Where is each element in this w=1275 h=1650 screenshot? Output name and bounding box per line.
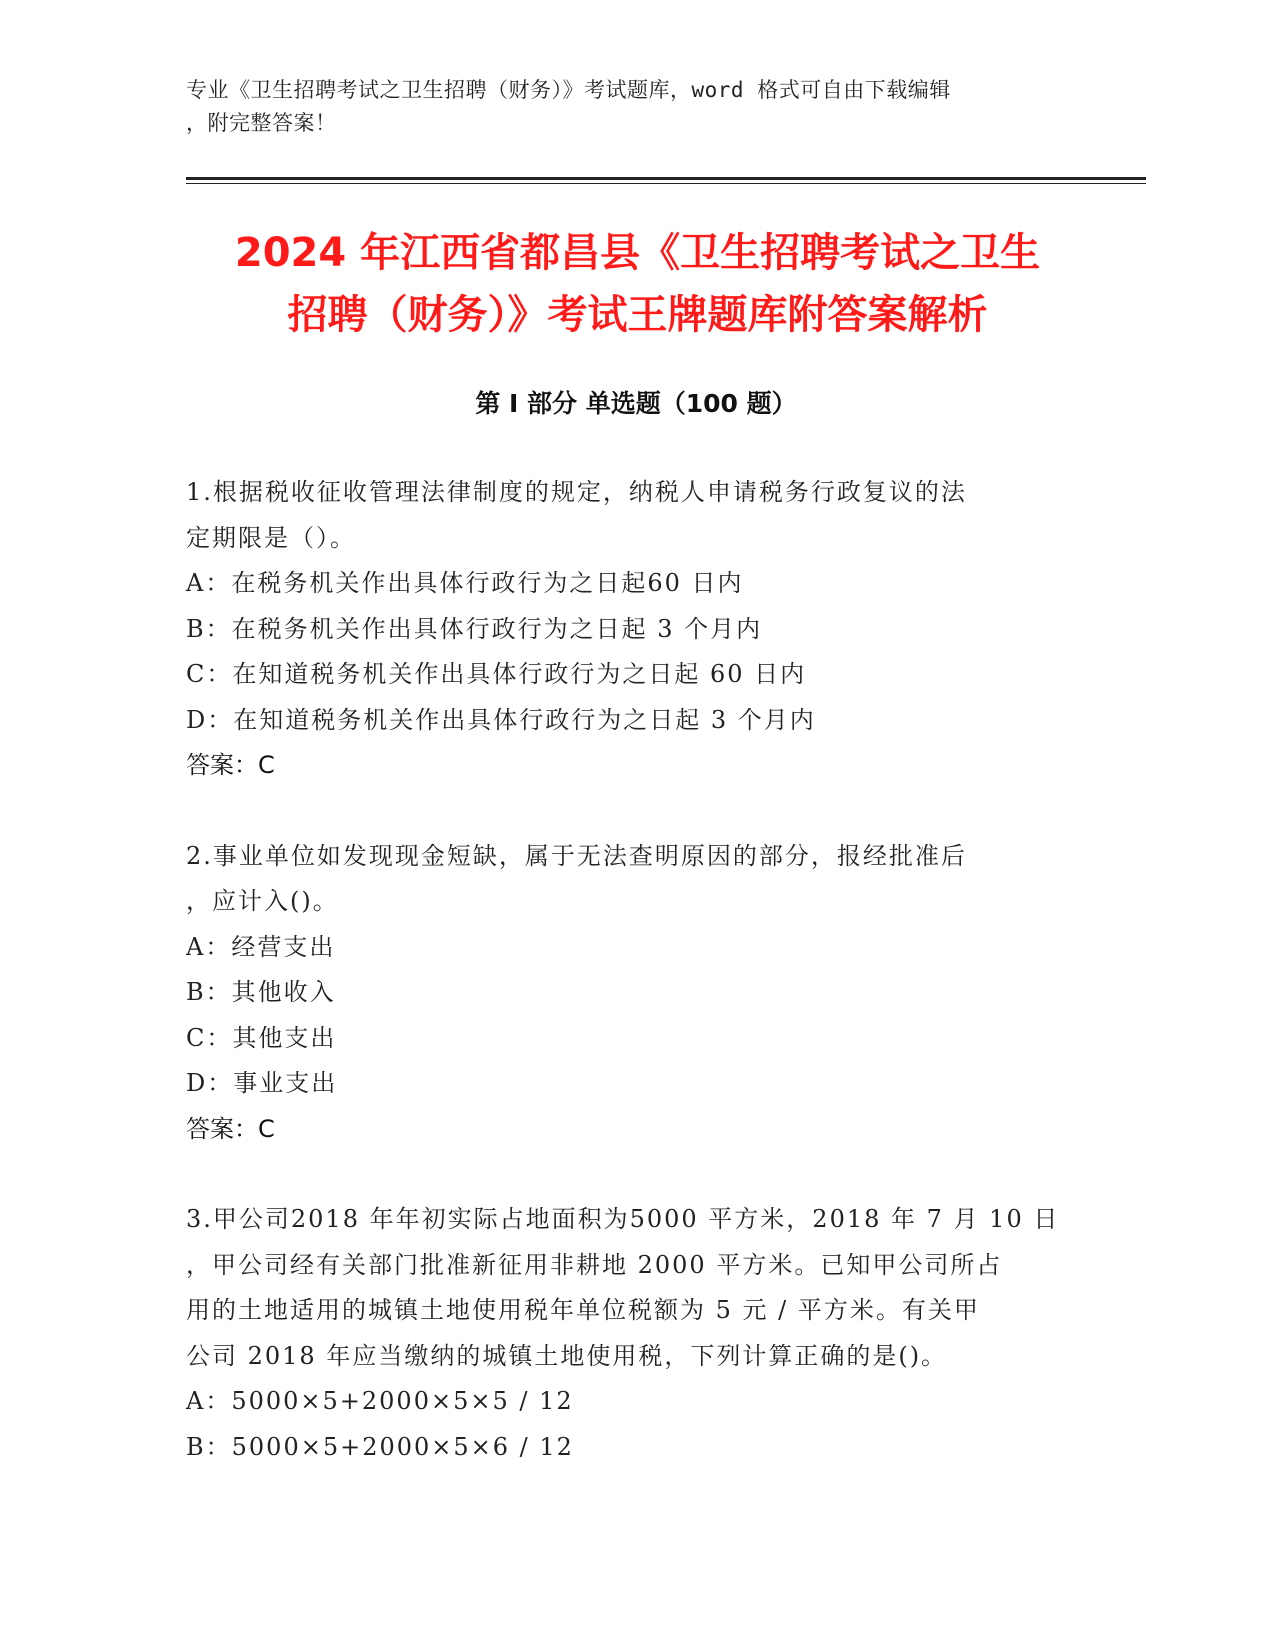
header-divider-thin [186, 183, 1146, 184]
option-d: D：事业支出 [186, 1069, 338, 1097]
header-note-line-1: 专业《卫生招聘考试之卫生招聘（财务）》考试题库，word 格式可自由下载编辑 [186, 78, 951, 102]
question-stem-line: 公司 2018 年应当缴纳的城镇土地使用税，下列计算正确的是()。 [186, 1341, 948, 1370]
question-stem-line: 3.甲公司2018 年年初实际占地面积为5000 平方米，2018 年 7 月 10 日 [186, 1205, 1060, 1233]
answer: 答案：C [186, 1114, 275, 1143]
document-title-line-2: 招聘（财务）》考试王牌题库附答案解析 [287, 292, 988, 338]
header-divider-thick [186, 177, 1146, 180]
option-b: B：在税务机关作出具体行政行为之日起 3 个月内 [186, 614, 763, 643]
question-stem-line: 2.事业单位如发现现金短缺，属于无法查明原因的部分，报经批准后 [186, 841, 967, 870]
answer: 答案：C [186, 751, 275, 779]
document-title-line-1: 2024 年江西省都昌县《卫生招聘考试之卫生 [234, 230, 1041, 276]
option-b: B：其他收入 [186, 978, 336, 1006]
question-stem-line: ，甲公司经有关部门批准新征用非耕地 2000 平方米。已知甲公司所占 [186, 1250, 1003, 1279]
header-note-line-2: ，附完整答案！ [186, 111, 337, 135]
question-list [186, 470, 1086, 1515]
option-c: C：其他支出 [186, 1023, 337, 1052]
question-2 [186, 834, 1086, 1153]
option-d: D：在知道税务机关作出具体行政行为之日起 3 个月内 [186, 705, 816, 734]
document-title [160, 222, 1115, 346]
question-stem-line: 用的土地适用的城镇土地使用税年单位税额为 5 元 / 平方米。有关甲 [186, 1296, 980, 1324]
question-stem-line: 1.根据税收征收管理法律制度的规定，纳税人申请税务行政复议的法 [186, 478, 967, 506]
option-a: A：经营支出 [186, 932, 336, 961]
question-3 [186, 1197, 1086, 1470]
option-a: A：5000×5+2000×5×5 / 12 [186, 1387, 574, 1415]
option-b: B：5000×5+2000×5×6 / 12 [186, 1432, 574, 1461]
option-c: C：在知道税务机关作出具体行政行为之日起 60 日内 [186, 660, 807, 688]
question-1 [186, 470, 1086, 789]
question-stem-line: 定期限是（）。 [186, 523, 356, 552]
question-stem-line: ，应计入()。 [186, 887, 339, 915]
section-title: 第 I 部分 单选题（100 题） [475, 389, 797, 418]
header-note [186, 74, 1086, 140]
option-a: A：在税务机关作出具体行政行为之日起60 日内 [186, 569, 744, 597]
